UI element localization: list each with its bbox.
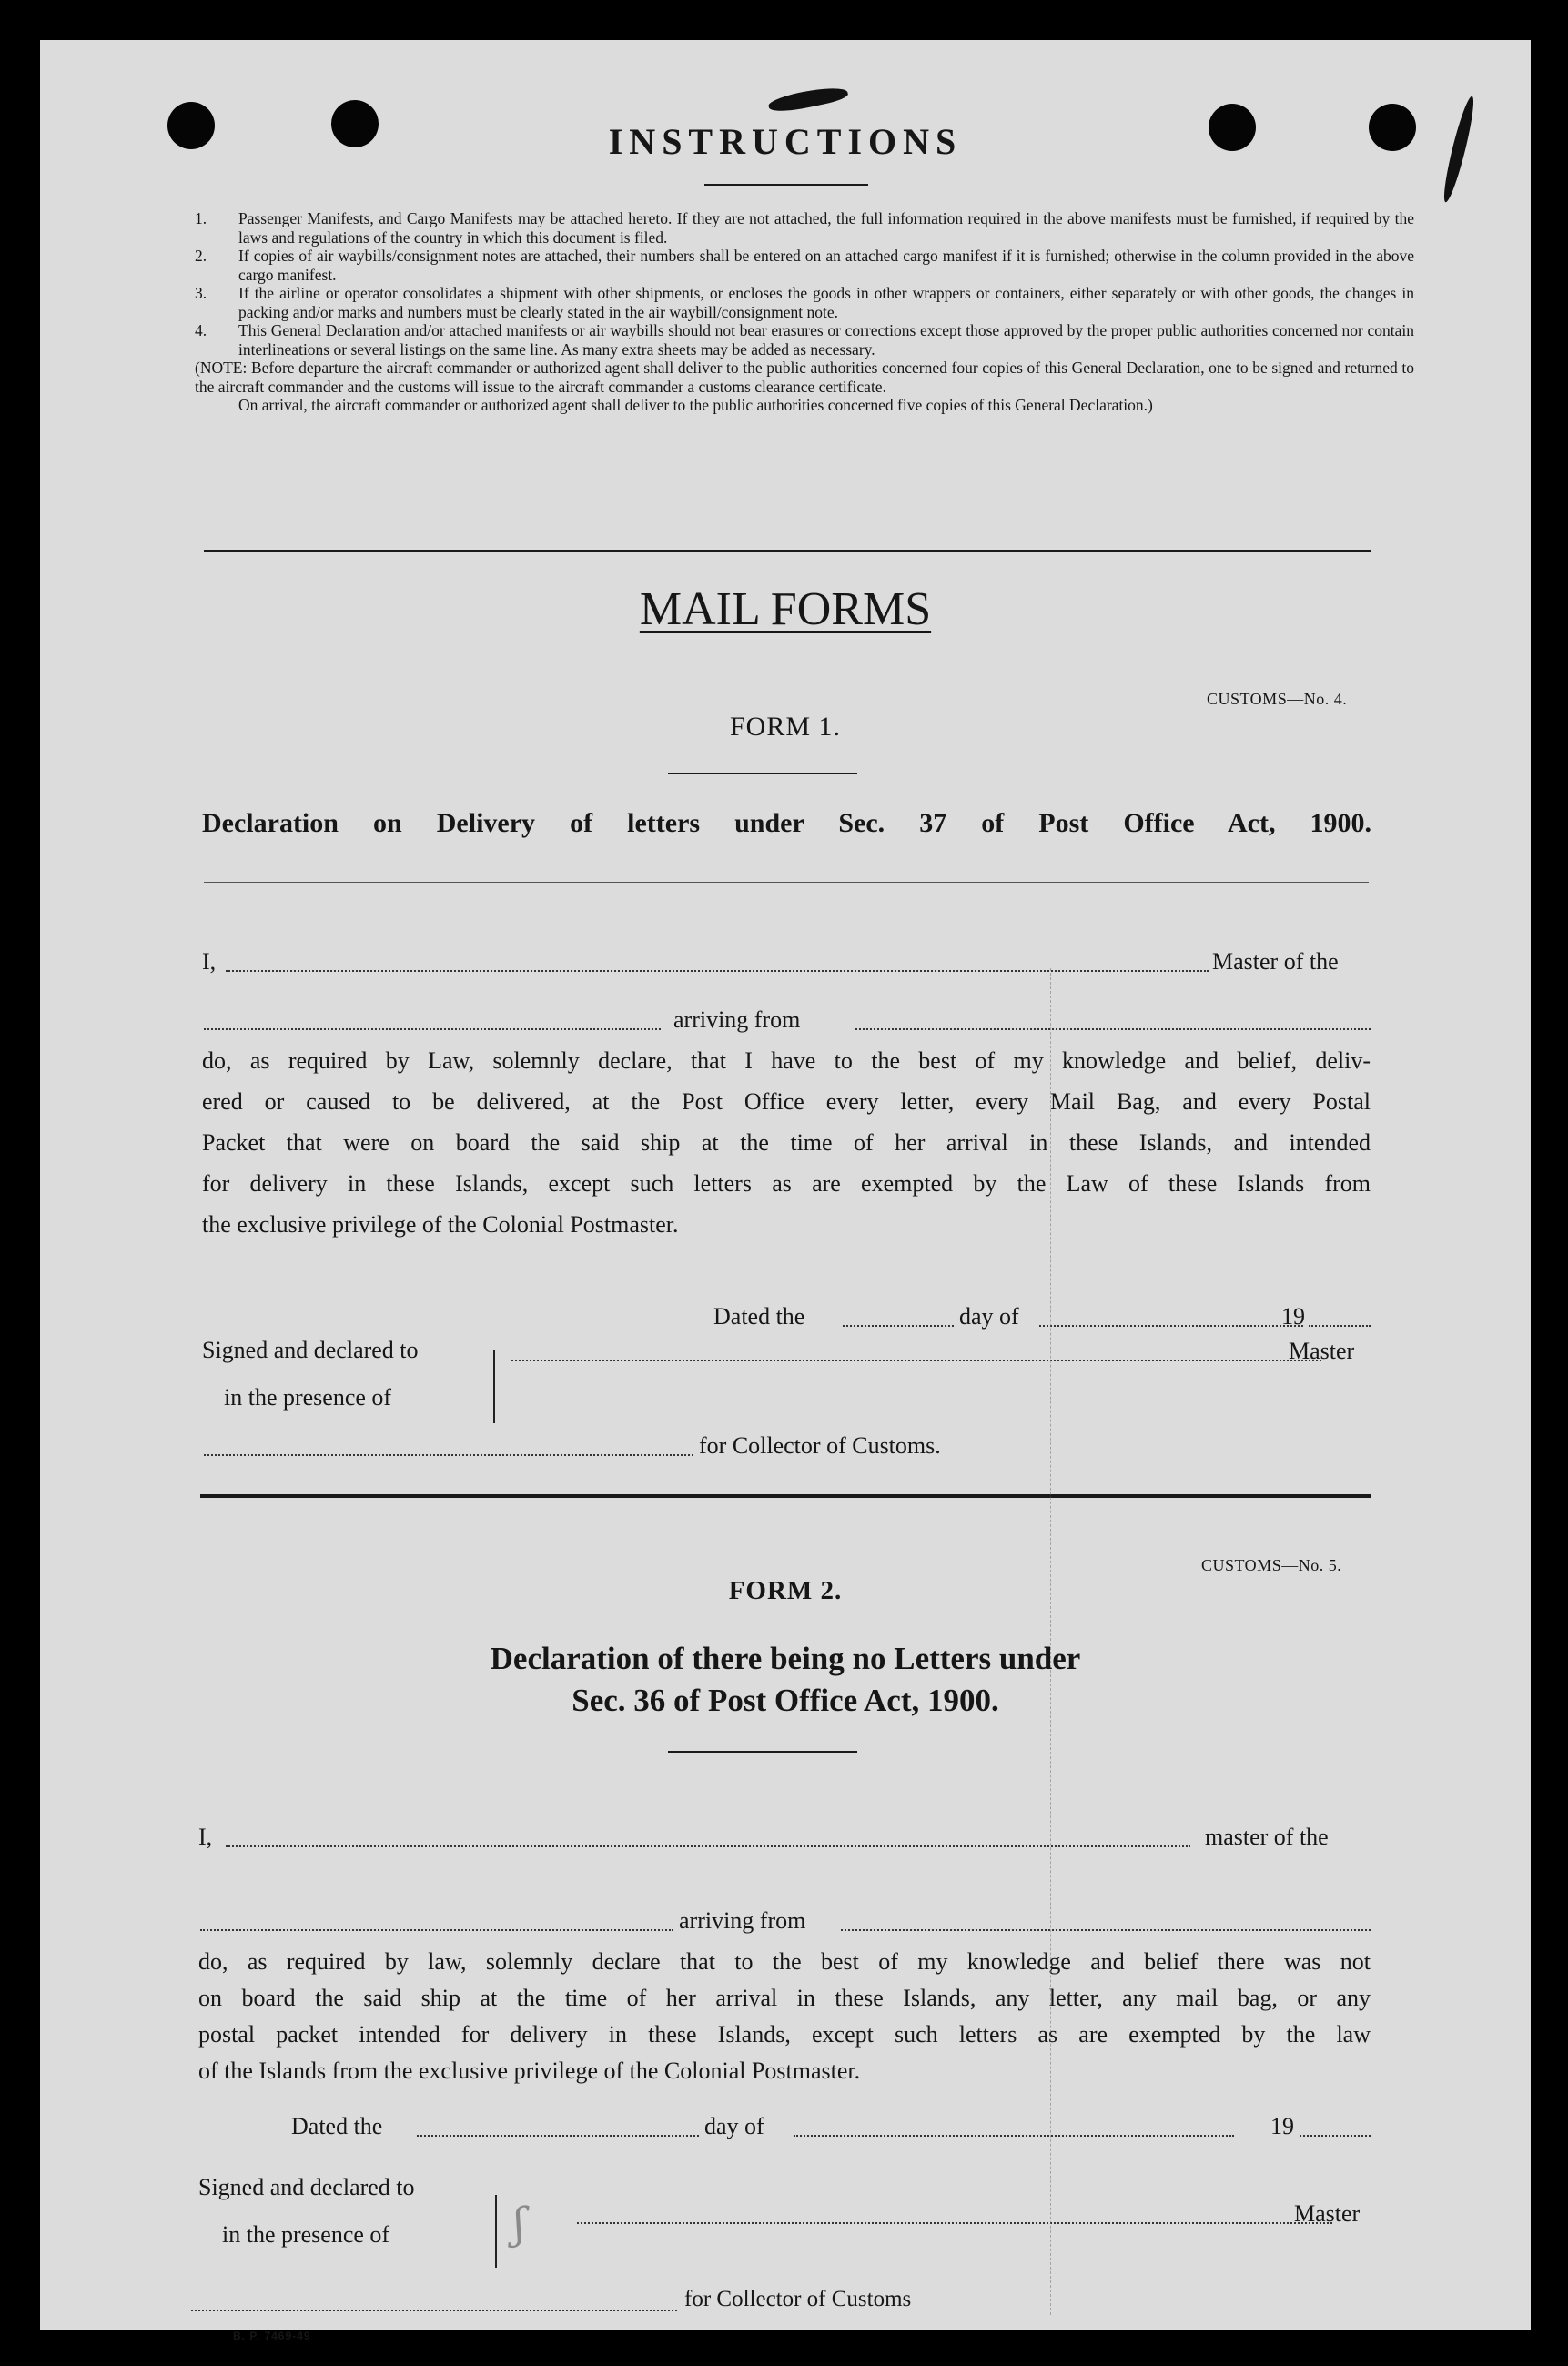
form1-title: Declaration on Delivery of letters under Sec. 37 of Post Office Act, 1900. — [202, 808, 1372, 838]
customs-number: CUSTOMS—No. 5. — [1201, 1556, 1342, 1574]
form1-origin-field[interactable] — [855, 1028, 1371, 1030]
form1-day-of: day of — [959, 1303, 1019, 1330]
form1-month-field[interactable] — [1039, 1325, 1303, 1327]
divider — [668, 1751, 857, 1753]
form2-signed: Signed and declared to in the presence of — [198, 2174, 415, 2248]
form2-master-label: Master — [1294, 2200, 1361, 2227]
instruction-note-arrival: On arrival, the aircraft commander or authorized agent shall deliver to the public authorities concerned five copies of this General Declaration.) — [238, 396, 1153, 414]
form2-day-of: day of — [704, 2113, 764, 2139]
form2-name-field[interactable] — [226, 1845, 1190, 1847]
form2-title: Declaration of there being no Letters under Sec. 36 of Post Office Act, 1900. — [490, 1641, 1081, 1718]
form1-body: do, as required by Law, solemnly declare, that I have to the best of my knowledge and belief, deliv- ered or caused to be delivered, at the Post Office every letter, every Mail Bag, and every Postal Packet that were on board the said ship at the time of her arrival in these Islands, and intended for delivery in these Islands, except such letters as are exempted by the Law of these Islands from the exclusive privilege of the Colonial Postmaster. — [202, 1047, 1371, 1238]
form2-heading: FORM 2. — [728, 1576, 843, 1605]
form2-year-field[interactable] — [1300, 2135, 1371, 2137]
form1-ship-field[interactable] — [204, 1028, 661, 1030]
form2-arriving-from: arriving from — [679, 1907, 806, 1934]
instructions-title: INSTRUCTIONS — [608, 121, 963, 162]
brace — [495, 2195, 497, 2268]
mail-forms-title: MAIL FORMS — [639, 583, 932, 635]
form1-collector: for Collector of Customs. — [699, 1432, 941, 1459]
instructions-list — [195, 209, 1414, 415]
form2-date-field[interactable] — [417, 2135, 699, 2137]
form1-year: 19 — [1281, 1303, 1305, 1330]
fold-crease — [1050, 968, 1051, 2315]
brace — [493, 1350, 495, 1423]
document-sheet — [40, 40, 1531, 2342]
section-rule — [200, 1494, 1371, 1498]
form1-name-field[interactable] — [226, 970, 1209, 972]
divider — [668, 773, 857, 774]
form1-master-of-the: Master of the — [1212, 948, 1339, 975]
form2-i-label: I, — [198, 1824, 213, 1850]
form1-dated-the: Dated the — [713, 1303, 805, 1330]
instruction-item: 4. This General Declaration and/or attached manifests or air waybills should not bear erasures or corrections except those approved by the proper public authorities concerned nor contain interlineations or several listings on the same line. As many extra sheets may be added as necessary. — [195, 321, 1414, 359]
instruction-note: (NOTE: Before departure the aircraft commander or authorized agent shall deliver to the public authorities concerned four copies of this General Declaration, one to be signed and returned to the aircraft commander and the customs will issue to the aircraft commander a customs clearance certificate. — [195, 359, 1414, 396]
form2-master-of-the: master of the — [1205, 1824, 1329, 1850]
torn-mark — [767, 83, 849, 116]
print-code: B. P. 7469-49 — [233, 2330, 311, 2342]
form2-collector-signature-field[interactable] — [191, 2310, 677, 2311]
section-rule — [204, 550, 1371, 552]
divider — [704, 184, 868, 186]
form2-dated-the: Dated the — [291, 2113, 383, 2139]
form2-body: do, as required by law, solemnly declare that to the best of my knowledge and belief there was not on board the said ship at the time of her arrival in these Islands, any letter, any mail bag, or any postal packet intended for delivery in these Islands, except such letters as are exempted by the law of the Islands from the exclusive privilege of the Colonial Postmaster. — [198, 1948, 1371, 2084]
form2-year: 19 — [1270, 2113, 1294, 2139]
form1-collector-signature-field[interactable] — [204, 1454, 693, 1456]
instruction-item: 2. If copies of air waybills/consignment notes are attached, their numbers shall be entered on an attached cargo manifest if it is furnished; otherwise in the column provided in the above cargo manifest. — [195, 247, 1414, 284]
form2-collector: for Collector of Customs — [684, 2287, 912, 2311]
form2-ship-field[interactable] — [200, 1929, 673, 1931]
form1-date-field[interactable] — [843, 1325, 954, 1327]
handwritten-mark: ʃ — [511, 2198, 528, 2249]
form1-master-label: Master — [1289, 1338, 1355, 1364]
customs-number: CUSTOMS—No. 4. — [1207, 690, 1348, 708]
form1-signed: Signed and declared to in the presence of — [202, 1337, 419, 1410]
instruction-item: 3. If the airline or operator consolidates a shipment with other shipments, or encloses the goods in other wrappers or containers, either separately or with other goods, the changes in packing and/or marks and numbers must be clearly stated in the air waybill/consignment note. — [195, 284, 1414, 321]
instruction-item: 1. Passenger Manifests, and Cargo Manifests may be attached hereto. If they are not attached, the full information required in the above manifests must be furnished, if required by the laws and regulations of the country in which this document is filed. — [195, 209, 1414, 247]
form2-month-field[interactable] — [794, 2135, 1234, 2137]
form1-year-field[interactable] — [1309, 1325, 1371, 1327]
form2-origin-field[interactable] — [841, 1929, 1371, 1931]
form1-heading: FORM 1. — [729, 712, 842, 742]
form1-i-label: I, — [202, 948, 217, 975]
form1-master-signature-field[interactable] — [511, 1360, 1321, 1361]
form1-arriving-from: arriving from — [673, 1006, 801, 1033]
form2-master-signature-field[interactable] — [577, 2222, 1332, 2224]
thin-rule — [204, 882, 1369, 883]
